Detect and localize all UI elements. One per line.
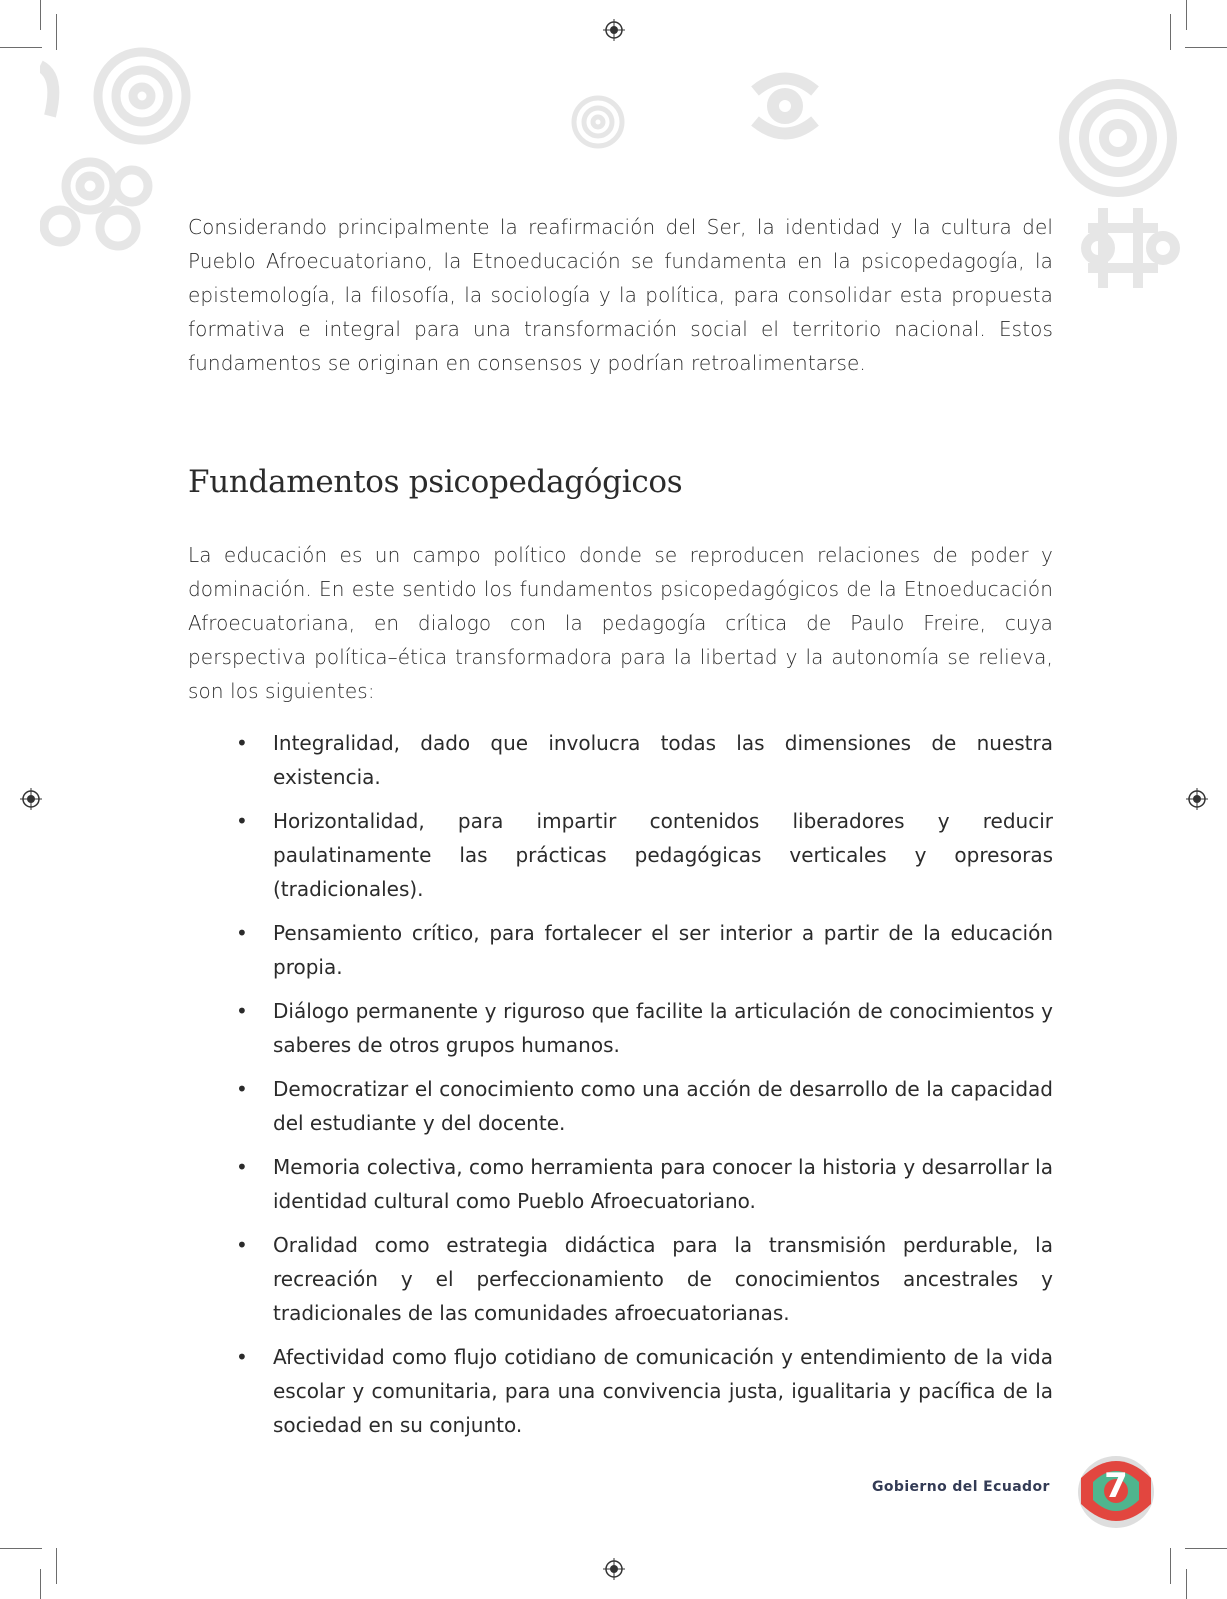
crop-mark-top-left-v2 [40,0,41,30]
list-item-text: Integralidad, dado que involucra todas las dimensiones de nuestra existencia. [273,731,1053,789]
crop-mark-bottom-right-v2 [1186,1569,1187,1599]
list-item-text: Pensamiento crítico, para fortalecer el ser interior a partir de la educación propia. [273,921,1053,979]
registration-mark-right-icon [1186,788,1208,810]
crop-mark-top-right-v [1170,14,1171,50]
list-item-text: Diálogo permanente y riguroso que facilite la articulación de conocimientos y saberes de otros grupos humanos. [273,999,1053,1057]
registration-mark-left-icon [20,788,42,810]
bullet-icon: • [236,921,248,945]
spiral-ornament-small-icon [570,94,626,150]
concentric-ornament-right-icon [1058,78,1227,298]
crop-mark-bottom-left-v2 [40,1569,41,1599]
bullet-icon: • [236,1155,248,1179]
bullet-icon: • [236,1345,248,1369]
bullet-icon: • [236,999,248,1023]
registration-mark-bottom-icon [603,1558,625,1580]
list-item [188,804,1053,906]
bullet-icon: • [236,1077,248,1101]
registration-mark-top-icon [603,19,625,41]
list-item-text: Memoria colectiva, como herramienta para conocer la historia y desarrollar la identidad cultural como Pueblo Afroecuatoriano. [273,1155,1053,1213]
bullet-list [188,726,1053,1442]
page-number-badge [1073,1448,1159,1532]
crop-mark-top-right-h [1185,47,1227,48]
list-item [188,1072,1053,1140]
page-content [188,210,1053,1452]
bullet-icon: • [236,1233,248,1257]
spiral-ornament-left-icon [40,36,200,251]
list-item [188,1340,1053,1442]
gye-nyame-ornament-icon [745,66,825,146]
list-item [188,994,1053,1062]
crop-mark-bottom-right-v [1170,1548,1171,1584]
footer-publisher: Gobierno del Ecuador [872,1479,1050,1495]
page-number: 7 [1104,1466,1128,1506]
crop-mark-top-left-h [0,47,42,48]
section-paragraph: La educación es un campo político donde se reproducen relaciones de poder y dominación. En este sentido los fundamentos psicopedagógicos de la Etnoeducación Afroecuatoriana, en dialogo con la pedagogía crítica de Paulo Freire, cuya perspectiva política–ética transformadora para la libertad y la autonomía se relieva, son los siguientes: [188,543,1053,703]
list-item-text: Democratizar el conocimiento como una acción de desarrollo de la capacidad del estudiante y del docente. [273,1077,1053,1135]
list-item [188,916,1053,984]
list-item-text: Oralidad como estrategia didáctica para la transmisión perdurable, la recreación y el perfeccionamiento de conocimientos ancestrales y tradicionales de las comunidades afroecuatorianas. [273,1233,1053,1325]
list-item-text: Afectividad como flujo cotidiano de comunicación y entendimiento de la vida escolar y comunitaria, para una convivencia justa, igualitaria y pacífica de la sociedad en su conjunto. [273,1345,1053,1437]
crop-mark-bottom-left-h [0,1548,42,1549]
intro-paragraph: Considerando principalmente la reafirmación del Ser, la identidad y la cultura del Pueblo Afroecuatoriano, la Etnoeducación se fundamenta en la psicopedagogía, la epistemología, la filosofía, la sociología y la política, para consolidar esta propuesta formativa e integral para una transformación social el territorio nacional. Estos fundamentos se originan en consensos y podrían retroalimentarse. [188,215,1053,375]
list-item [188,726,1053,794]
bullet-icon: • [236,731,248,755]
bullet-icon: • [236,809,248,833]
crop-mark-bottom-right-h [1185,1548,1227,1549]
list-item [188,1228,1053,1330]
crop-mark-bottom-left-v [56,1548,57,1584]
section-heading: Fundamentos psicopedagógicos [188,464,683,500]
list-item-text: Horizontalidad, para impartir contenidos liberadores y reducir paulatinamente las prácticas pedagógicas verticales y opresoras (tradicionales). [273,809,1053,901]
crop-mark-top-right-v2 [1186,0,1187,30]
list-item [188,1150,1053,1218]
